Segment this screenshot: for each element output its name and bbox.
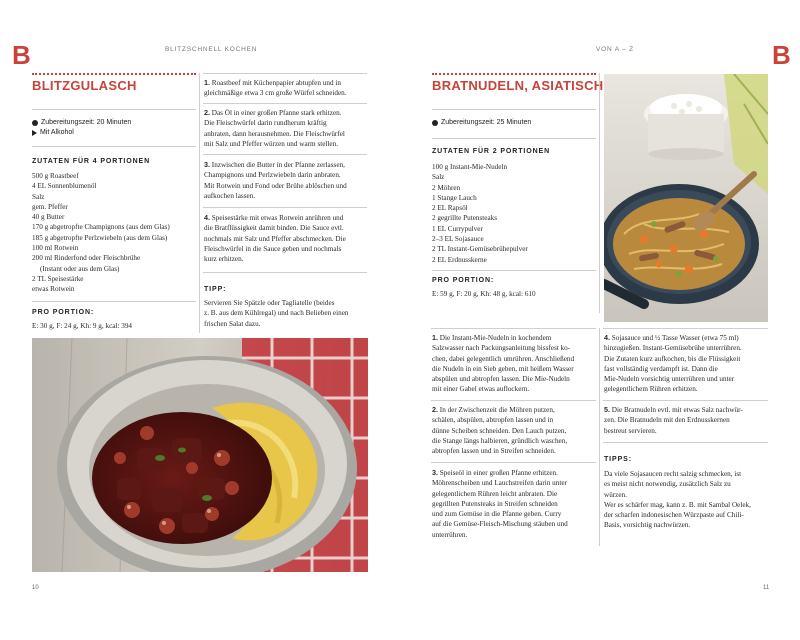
- ingredients-list-left: [32, 171, 170, 295]
- chapter-letter-right: B: [772, 40, 791, 70]
- step-text: Speiseöl in einer großen Pfanne erhitzen.: [439, 469, 558, 477]
- step-text: hinzugießen. Instant-Gemüsebrühe unterrühren.: [604, 344, 742, 353]
- clock-icon: [432, 120, 438, 126]
- step-number: 5.: [604, 405, 610, 414]
- step-divider: [203, 272, 367, 273]
- recipe-title-right: BRATNUDELN, ASIATISCH: [432, 78, 604, 93]
- step-3-right: [432, 468, 568, 540]
- ingredient: gem. Pfeffer: [32, 202, 68, 211]
- step-text: bestreut servieren.: [604, 426, 657, 435]
- steps-top-rule-left: [203, 73, 367, 74]
- portion-heading-right: PRO PORTION:: [432, 277, 495, 284]
- recipe-meta-right: [432, 118, 531, 128]
- recipe-title-left: BLITZGULASCH: [32, 78, 137, 93]
- step-divider: [603, 400, 768, 401]
- ingredient: etwas Rotwein: [32, 285, 75, 294]
- step-2-right: [432, 405, 567, 456]
- ingredient: 2 TL Speisestärke: [32, 274, 84, 283]
- step-text: unterrühren.: [432, 530, 468, 539]
- step-1-right: [432, 333, 574, 395]
- step-number: 1.: [204, 78, 210, 87]
- step-text: fast vollständig verdampft ist. Dann die: [604, 364, 718, 373]
- tip-line: Servieren Sie Spätzle oder Tagliatelle (beides: [204, 299, 335, 307]
- portion-values-right: E: 59 g, F: 20 g, Kh: 48 g, kcal: 610: [432, 290, 536, 298]
- step-text: In der Zwischenzeit die Möhren putzen,: [439, 406, 555, 414]
- ingredient: 100 ml Rotwein: [32, 244, 79, 253]
- ingredient: (Instant oder aus dem Glas): [40, 264, 120, 273]
- step-text: Salzwasser nach Packungsanleitung bissfest ko-: [432, 344, 571, 353]
- tip-heading-right: TIPPS:: [604, 456, 632, 463]
- ingredient: 2 TL Instant-Gemüsebrühepulver: [432, 245, 528, 254]
- ingredient: 500 g Roastbeef: [32, 172, 79, 180]
- step-text: mit Salz und Pfeffer würzen und warm stellen.: [204, 139, 338, 148]
- tip-line: Da viele Sojasaucen recht salzig schmecken, ist: [604, 470, 742, 478]
- ingredient: Salz: [32, 192, 45, 201]
- portion-values-left: E: 30 g, F: 24 g, Kh: 9 g, kcal: 394: [32, 322, 133, 330]
- step-text: aufkochen lassen.: [204, 191, 256, 200]
- step-text: zen. Die Bratnudeln mit den Erdnusskernen: [604, 416, 730, 425]
- step-text: nochmals mit Salz und Pfeffer abschmecken. Die: [204, 234, 346, 243]
- step-1-left: [204, 78, 347, 99]
- step-text: Die Instant-Mie-Nudeln in kochendem: [439, 334, 552, 342]
- step-text: die Bratflüssigkeit damit binden. Die Sauce evtl.: [204, 224, 344, 233]
- ingredient: 100 g Instant-Mie-Nudeln: [432, 163, 508, 171]
- step-text: kurz erhitzen.: [204, 255, 244, 264]
- step-text: chen, dabei gelegentlich umrühren. Anschließend: [432, 354, 575, 363]
- column-rule-left: [199, 73, 200, 333]
- step-4-left: [204, 213, 346, 264]
- ingredients-divider-right: [432, 270, 596, 271]
- portion-heading-left: PRO PORTION:: [32, 309, 95, 316]
- step-text: die Stange längs halbieren, gründlich waschen,: [432, 436, 568, 445]
- running-head-left: BLITZSCHNELL KOCHEN: [165, 46, 258, 53]
- recipe-meta-left: [32, 118, 131, 138]
- ingredient: 2 EL Erdnusskerne: [432, 255, 487, 264]
- running-head-right: VON A – Z: [596, 46, 634, 53]
- step-text: Das Öl in einer großen Pfanne stark erhitzen.: [211, 109, 342, 117]
- ingredient: Salz: [432, 173, 445, 182]
- step-number: 3.: [432, 468, 438, 477]
- ingredient: 1 EL Currypulver: [432, 224, 483, 233]
- step-text: Sojasauce und ½ Tasse Wasser (etwa 75 ml): [611, 334, 739, 342]
- step-text: schälen, abspülen, abtropfen lassen und in: [432, 416, 554, 425]
- step-number: 2.: [432, 405, 438, 414]
- ingredients-divider-left: [32, 301, 196, 302]
- tip-line: Basis, vorsichtig nachwürzen.: [604, 521, 691, 530]
- title-rule-left: [32, 73, 196, 75]
- ingredients-list-right: [432, 162, 528, 265]
- prep-time: Zubereitungszeit: 25 Minuten: [441, 119, 532, 126]
- ingredient: 4 EL Sonnenblumenöl: [32, 182, 97, 191]
- step-5-right: [604, 405, 743, 436]
- title-divider-left: [32, 109, 196, 110]
- step-text: Die Zutaten kurz aufkochen, bis die Flüssigkeit: [604, 354, 741, 363]
- step-number: 4.: [204, 213, 210, 222]
- title-divider-right: [432, 109, 596, 110]
- step-2-left: [204, 108, 345, 149]
- alcohol-marker-icon: [32, 130, 37, 136]
- step-text: dünne Scheiben schneiden. Den Lauch putzen,: [432, 426, 567, 435]
- step-text: Die Bratnudeln evtl. mit etwas Salz nachwür-: [611, 406, 743, 414]
- ingredient: 2 Möhren: [432, 183, 461, 192]
- column-rule-right: [599, 73, 600, 313]
- tip-line: der scharfen indonesischen Würzpaste auf Chili-: [604, 511, 744, 520]
- meta-divider-left: [32, 146, 196, 147]
- tip-line: Wer es schärfer mag, kann z. B. mit Sambal Oelek,: [604, 500, 751, 509]
- step-text: Die Fleischwürfel darin rundherum kräftig: [204, 119, 327, 128]
- tip-line: frischen Salat dazu.: [204, 319, 261, 328]
- step-text: gleichmäßige etwa 3 cm große Würfel schneiden.: [204, 89, 347, 98]
- ingredient: 2 gegrillte Putensteaks: [432, 214, 498, 223]
- ingredient: 40 g Butter: [32, 213, 65, 222]
- step-text: anbraten, dann herausnehmen. Die Fleischwürfel: [204, 129, 345, 138]
- step-text: mit einer Gabel etwas auflockern.: [432, 385, 530, 394]
- step-number: 1.: [432, 333, 438, 342]
- tip-text-right: [604, 469, 751, 531]
- page-number-left: 10: [32, 585, 39, 591]
- clock-icon: [32, 120, 38, 126]
- step-number: 2.: [204, 108, 210, 117]
- step-text: Möhrenscheiben und Lauchstreifen darin unter: [432, 479, 567, 488]
- step-text: abspülen und abtropfen lassen. Die Mie-Nudeln: [432, 375, 570, 384]
- step-divider: [603, 442, 768, 443]
- step-text: Mit Rotwein und Fond oder Brühe ablöschen und: [204, 181, 347, 190]
- tip-line: würzen.: [604, 490, 627, 499]
- ingredients-heading-right: ZUTATEN FÜR 2 PORTIONEN: [432, 148, 551, 155]
- step-3-left: [204, 160, 347, 201]
- ingredient: 1 Stange Lauch: [432, 193, 477, 202]
- ingredient: 2 EL Rapsöl: [432, 204, 468, 213]
- step-text: Champignons und Perlzwiebeln darin anbraten.: [204, 171, 341, 180]
- steps-top-rule-right-col2: [603, 328, 768, 329]
- step-text: gelegentlichem Rühren erhitzen.: [604, 385, 698, 394]
- goulash-photo: [32, 338, 368, 572]
- chapter-letter-left: B: [12, 40, 31, 70]
- tip-line: es meist nicht notwendig, zusätzlich Salz zu: [604, 480, 731, 489]
- step-text: Roastbeef mit Küchenpapier abtupfen und in: [211, 79, 341, 87]
- ingredient: 2–3 EL Sojasauce: [432, 235, 484, 244]
- ingredient: 170 g abgetropfte Champignons (aus dem Glas): [32, 223, 170, 232]
- page-number-right: 11: [763, 585, 770, 591]
- step-text: die Nudeln in ein Sieb geben, mit heißem Wasser: [432, 364, 574, 373]
- column-rule-right-lower: [599, 328, 600, 546]
- ingredient: 200 ml Rinderfond oder Fleischbrühe: [32, 254, 141, 263]
- step-text: Fleischwürfel in die Sauce geben und nochmals: [204, 244, 342, 253]
- tip-heading-left: TIPP:: [204, 286, 227, 293]
- step-text: und zum Gemüse in die Pfanne geben. Curry: [432, 510, 562, 519]
- step-text: Inzwischen die Butter in der Pfanne zerlassen,: [211, 161, 345, 169]
- step-number: 4.: [604, 333, 610, 342]
- step-divider: [203, 103, 367, 104]
- alcohol-note: Mit Alkohol: [40, 129, 74, 136]
- step-text: auf die Gemüse-Fleisch-Mischung stäuben und: [432, 520, 568, 529]
- step-divider: [203, 154, 367, 155]
- step-text: gelegentlichem Rühren leicht anbraten. Die: [432, 489, 558, 498]
- step-number: 3.: [204, 160, 210, 169]
- tip-line: z. B. aus dem Kühlregal) und nach Belieben einen: [204, 309, 349, 318]
- step-divider: [431, 462, 596, 463]
- prep-time: Zubereitungszeit: 20 Minuten: [41, 119, 132, 126]
- steps-top-rule-right: [431, 328, 596, 329]
- step-text: Mie-Nudeln vorsichtig unterrühren und unter: [604, 375, 735, 384]
- ingredient: 185 g abgetropfte Perlzwiebeln (aus dem Glas): [32, 233, 168, 242]
- step-4-right: [604, 333, 742, 395]
- step-text: Speisestärke mit etwas Rotwein anrühren und: [211, 214, 344, 222]
- step-divider: [203, 207, 367, 208]
- ingredients-heading-left: ZUTATEN FÜR 4 PORTIONEN: [32, 158, 151, 165]
- title-rule-right: [432, 73, 596, 75]
- tip-text-left: [204, 298, 349, 329]
- noodles-photo: [604, 74, 768, 322]
- step-divider: [431, 400, 596, 401]
- meta-divider-right: [432, 138, 596, 139]
- step-text: abtropfen lassen und in Streifen schneiden.: [432, 447, 556, 456]
- step-text: gegrillten Putensteaks in Streifen schneiden: [432, 499, 558, 508]
